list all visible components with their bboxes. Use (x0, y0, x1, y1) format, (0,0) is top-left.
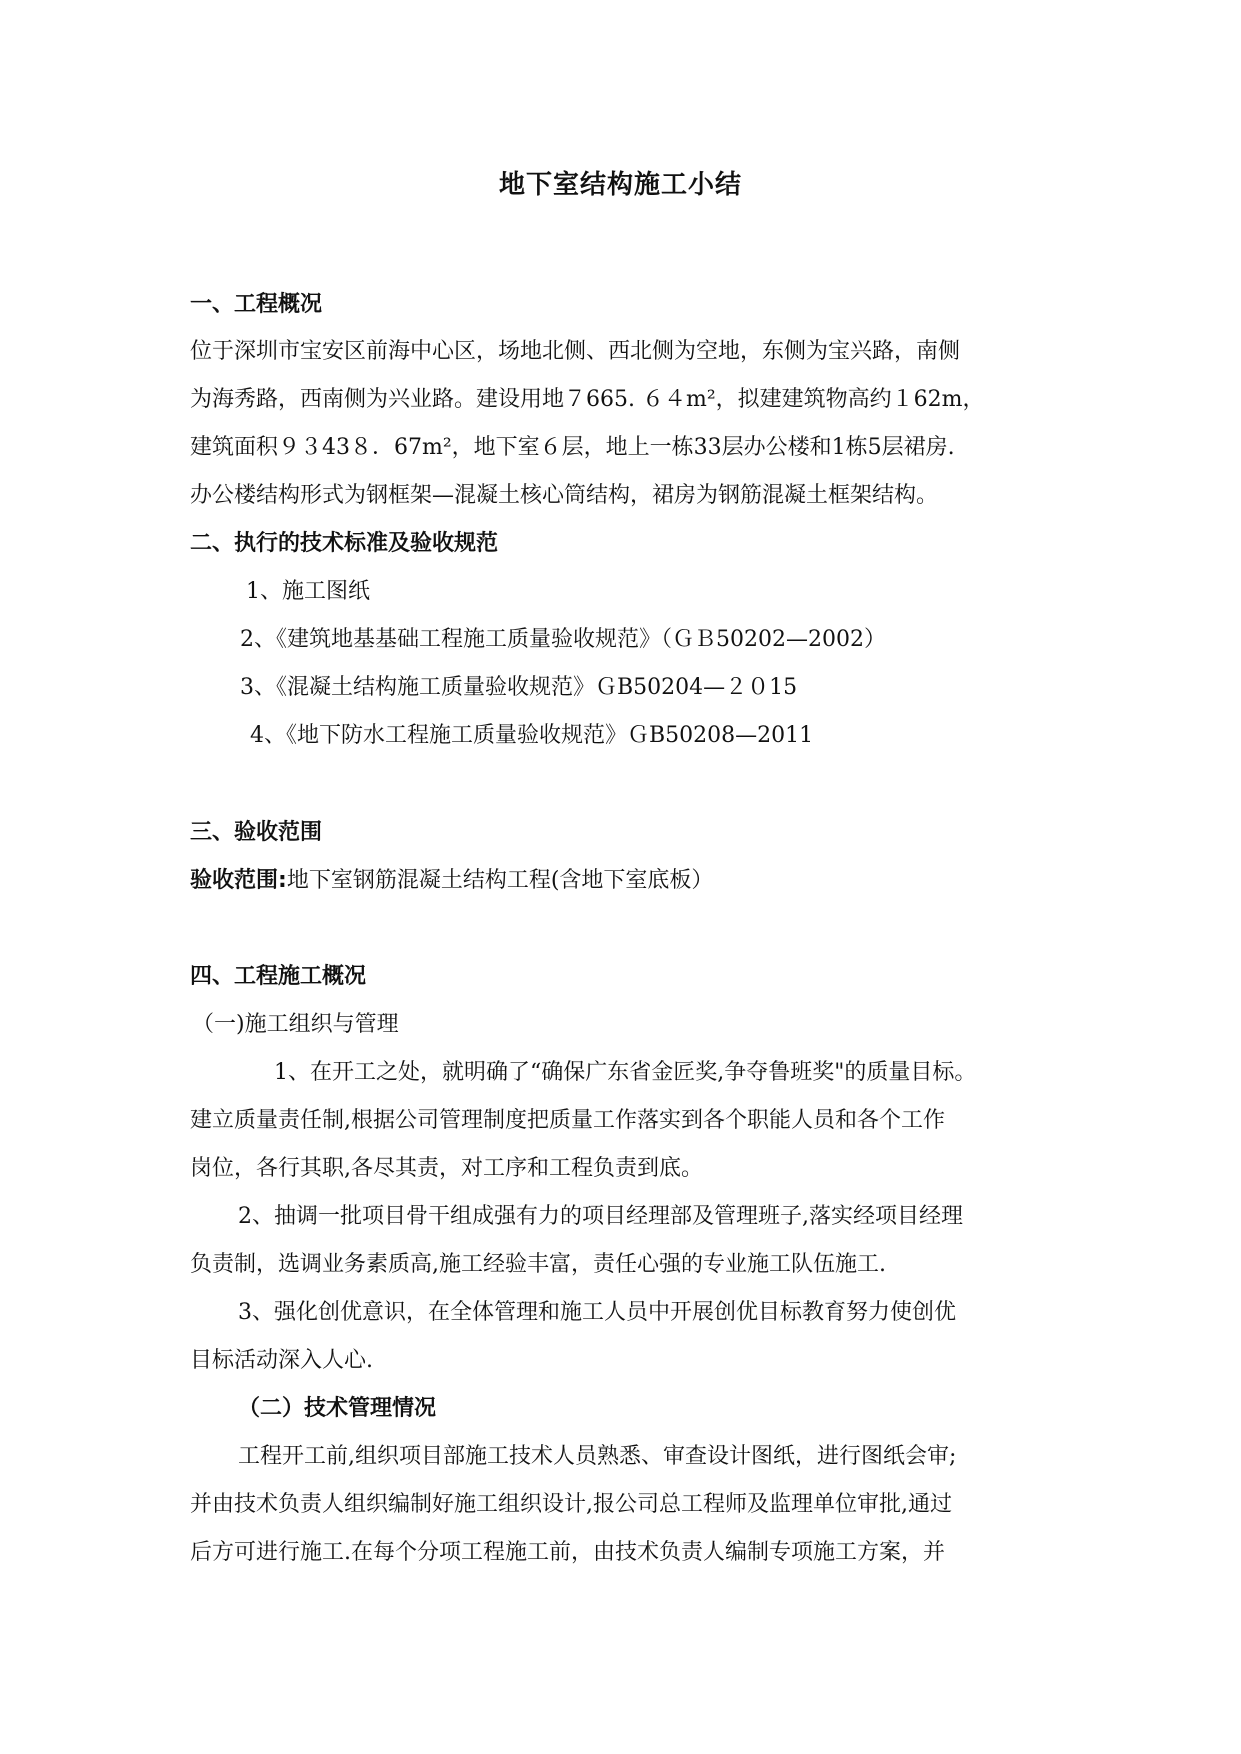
paragraph-line: 1、在开工之处，就明确了“确保广东省金匠奖,争夺鲁班奖"的质量目标。 (274, 1060, 977, 1085)
paragraph-line: 2、抽调一批项目骨干组成强有力的项目经理部及管理班子,落实经项目经理 (238, 1204, 963, 1229)
paragraph-line: 岗位，各行其职,各尽其责，对工序和工程负责到底。 (190, 1156, 703, 1181)
standard-item: 1、施工图纸 (246, 579, 370, 604)
standard-item: 4、《地下防水工程施工质量验收规范》ＧB50208—2011 (250, 723, 814, 748)
paragraph-line: 目标活动深入人心. (190, 1348, 373, 1373)
section-heading-overview: 一、工程概况 (190, 292, 323, 317)
standard-item: 2、《建筑地基基础工程施工质量验收规范》（ＧＢ50202—2002） (240, 627, 886, 652)
scope-label: 验收范围: (190, 868, 287, 893)
paragraph-line: 工程开工前,组织项目部施工技术人员熟悉、审查设计图纸，进行图纸会审; (238, 1444, 957, 1469)
paragraph-line: 位于深圳市宝安区前海中心区，场地北侧、西北侧为空地，东侧为宝兴路，南侧 (190, 339, 961, 364)
scope-text: 地下室钢筋混凝土结构工程(含地下室底板） (286, 868, 714, 893)
paragraph-line: 办公楼结构形式为钢框架—混凝土核心筒结构，裙房为钢筋混凝土框架结构。 (190, 483, 939, 508)
paragraph-line: 3、强化创优意识，在全体管理和施工人员中开展创优目标教育努力使创优 (238, 1300, 956, 1325)
paragraph-line: 建筑面积９３43８．67m²，地下室６层，地上一栋33层办公楼和1栋5层裙房. (190, 435, 955, 460)
paragraph-line: 为海秀路，西南侧为兴业路。建设用地７665. ６４m²，拟建建筑物高约１62m， (190, 387, 985, 412)
subsection-heading-technical: （二）技术管理情况 (238, 1396, 437, 1421)
paragraph-line: 负责制，选调业务素质高,施工经验丰富，责任心强的专业施工队伍施工. (190, 1252, 886, 1277)
section-heading-scope: 三、验收范围 (190, 820, 323, 845)
paragraph-line: 并由技术负责人组织编制好施工组织设计,报公司总工程师及监理单位审批,通过 (190, 1492, 952, 1517)
subsection-heading-organization: （一)施工组织与管理 (192, 1012, 399, 1037)
document-title: 地下室结构施工小结 (498, 170, 742, 200)
section-heading-standards: 二、执行的技术标准及验收规范 (190, 531, 499, 556)
standard-item: 3、《混凝土结构施工质量验收规范》ＧB50204—２０15 (240, 675, 798, 700)
paragraph-line: 后方可进行施工.在每个分项工程施工前，由技术负责人编制专项施工方案，并 (190, 1540, 945, 1565)
section-heading-construction: 四、工程施工概况 (190, 964, 367, 989)
paragraph-line: 建立质量责任制,根据公司管理制度把质量工作落实到各个职能人员和各个工作 (190, 1108, 945, 1133)
scope-line (190, 866, 1070, 896)
